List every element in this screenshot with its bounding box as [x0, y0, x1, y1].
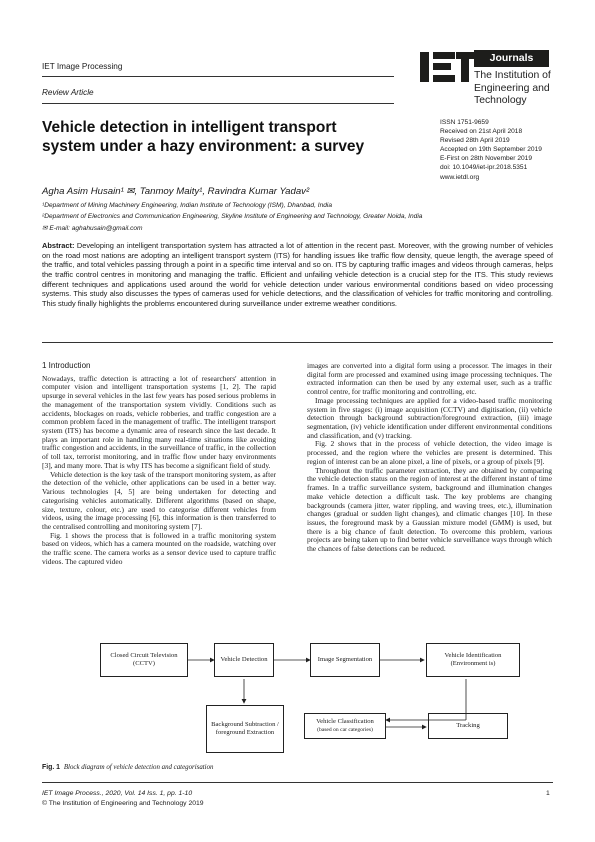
meta-revised: Revised 28th April 2019 [440, 137, 510, 145]
article-title [42, 118, 422, 156]
box-cctv: Closed Circuit Television (CCTV) [100, 643, 188, 677]
journals-badge: Journals [474, 50, 549, 67]
box-vehicle-identification: Vehicle Identification (Environment is) [426, 643, 520, 677]
meta-received: Received on 21st April 2018 [440, 128, 523, 136]
left-column [42, 362, 276, 567]
affiliation-2: ²Department of Electronics and Communication Engineering, Skyline Institute of Engineering and Technology, Greater Noida, India [42, 213, 423, 220]
intro-paragraph-6: Fig. 2 shows that in the process of vehicle detection, the video image is processed, and the region where the vehicles are present is determined. This region of interest can be an alone pixel, a line of pixels, or a group of pixels [9]. [307, 439, 552, 466]
institution-name [474, 70, 595, 108]
box-vehicle-classification [304, 713, 386, 739]
section-heading-introduction: 1 Introduction [42, 361, 91, 370]
intro-paragraph-5: Image processing techniques are applied for a video-based traffic monitoring system in five stages: (i) image acquisition (CCTV) and digitisation, (ii) vehicle detection through background subtraction/foreground extraction, (iii) image segmentation, (iv) vehicle identification under different environmental conditions and classification, and (v) tracking. [307, 395, 552, 440]
intro-paragraph-3: Fig. 1 shows the process that is followed in a traffic monitoring system based on videos, which has a camera mounted on the roadside, watching over the traffic scene. The camera works as a sensor device used to capture traffic videos. The captured video [42, 530, 276, 566]
classification-title: Vehicle Classification [316, 718, 374, 725]
abstract-rule [42, 342, 553, 343]
figure-caption [42, 764, 214, 771]
meta-efirst: E-First on 28th November 2019 [440, 155, 532, 163]
intro-paragraph-2: Vehicle detection is the key task of the transport monitoring system, as after the detection of the vehicle, other applications can be used in a better way. Various technologies [4, 5] are being undertaken for detecting and categorising vehicles automatically. Different algorithms (based on shape, size, texture, colour, etc.) are used to categorise different vehicles from videos, using the image processing [6], this information is then transferred to the centralised controlling and monitoring system [7]. [42, 469, 276, 531]
article-meta [440, 118, 542, 182]
footer-rule [42, 782, 553, 783]
box-image-segmentation: Image Segmentation [310, 643, 380, 677]
abstract [42, 241, 553, 309]
title-line-2: system under a hazy environment: a survey [42, 138, 365, 155]
intro-paragraph-1: Nowadays, traffic detection is attracting a lot of researchers' attention in computer vision and intelligent transportation systems [1, 2]. The rapid upsurge in several vehicles in the last few years has posed serious problems in the management of the transportation system vividly. Conditions such as accidents, blockages on roads, vehicle robberies, and traffic congestion are a common problem faced in the management of traffic. The intelligent transport system (ITS) has become a dynamic area of research since the last decade. It plays an important role in handling many real-time situations like avoiding traffic congestion and accidents, in the surveillance of traffic, in the collection of toll tax, terrorist monitoring, and in traffic flow under hazy environments [3], and many more. That is why ITS has become a significant field of study. [42, 373, 276, 470]
affiliation-1: ¹Department of Mining Machinery Engineering, Indian Institute of Technology (ISM), Dhanbad, India [42, 202, 333, 209]
meta-doi[interactable]: doi: 10.1049/iet-ipr.2018.5351 [440, 164, 528, 172]
right-column [307, 362, 552, 554]
article-type: Review Article [42, 88, 94, 97]
box-background-subtraction: Background Subtraction / foreground Extraction [206, 705, 284, 753]
caption-text: Block diagram of vehicle detection and categorisation [63, 764, 214, 771]
institution-line-1: The Institution of [474, 70, 551, 81]
footer-copyright: © The Institution of Engineering and Technology 2019 [42, 800, 204, 807]
meta-website[interactable]: www.ietdl.org [440, 173, 480, 181]
caption-label: Fig. 1 [42, 764, 60, 771]
header-rule-2 [42, 103, 394, 104]
email[interactable]: ✉ E-mail: aghahusain@gmail.com [42, 225, 143, 232]
meta-issn: ISSN 1751-9659 [440, 119, 489, 126]
footer-citation: IET Image Process., 2020, Vol. 14 Iss. 1, pp. 1-10 [42, 790, 193, 797]
meta-accepted: Accepted on 19th September 2019 [440, 146, 542, 154]
abstract-text: Developing an intelligent transportation system has attracted a lot of attention in the recent past. Moreover, with the growing number of vehicles on the road most nations are adopting an intelligent transport system (ITS) for handling issues like traffic flow density, queue length, the average speed of the traffic, and total vehicles passing through a point in a specific time interval and so on. ITS by capturing traffic images and videos through cameras, helps the traffic control centres in monitoring and managing the traffic. Efficient and unfailing vehicle detection is a crucial step for the ITS. This study reviews different techniques and applications used around the world for vehicle detection under various environmental conditions based on video processing systems. This study also discusses the types of cameras used for vehicle detections, and the classification of vehicles for traffic monitoring and controlling. This study finally highlights the problems encountered during surveillance under extreme weather conditions. [42, 241, 553, 308]
classification-subtitle: (based on car categories) [317, 727, 373, 733]
journal-name: IET Image Processing [42, 62, 123, 71]
figure-1 [96, 637, 526, 757]
page-number: 1 [546, 790, 550, 797]
institution-line-2: Engineering and Technology [474, 82, 550, 106]
authors: Agha Asim Husain¹ ✉, Tanmoy Maity¹, Ravindra Kumar Yadav² [42, 186, 310, 197]
iet-logo [418, 48, 476, 86]
abstract-label: Abstract: [42, 241, 75, 250]
box-vehicle-detection: Vehicle Detection [214, 643, 274, 677]
box-tracking: Tracking [428, 713, 508, 739]
intro-paragraph-7: Throughout the traffic parameter extraction, they are obtained by comparing the vehicle detection status on the region of interest at the different instant of time frames. In a traffic surveillance system, background and illumination changes make vehicle detection a difficult task. The key problems are changing backgrounds (camera jitter, water rippling, and waving trees, etc.), illumination changes (gradual or sudden light changes), and climatic changes [10]. In these issues, the foreground mask by a Gaussian mixture model (GMM) is used, but there is a big chance of fault detection. To overcome this problem, various projects are being taken up to find better vehicle surveillance ways through which the chances of false detections can be reduced. [307, 465, 552, 554]
intro-paragraph-4: images are converted into a digital form using a processor. The images in their digital form are processed and examined using image processing techniques. The extracted information can then be used by any external user, such as a traffic control centre, for traffic monitoring and controlling, etc. [307, 361, 552, 397]
header-rule [42, 76, 394, 77]
title-line-1: Vehicle detection in intelligent transport [42, 119, 337, 136]
